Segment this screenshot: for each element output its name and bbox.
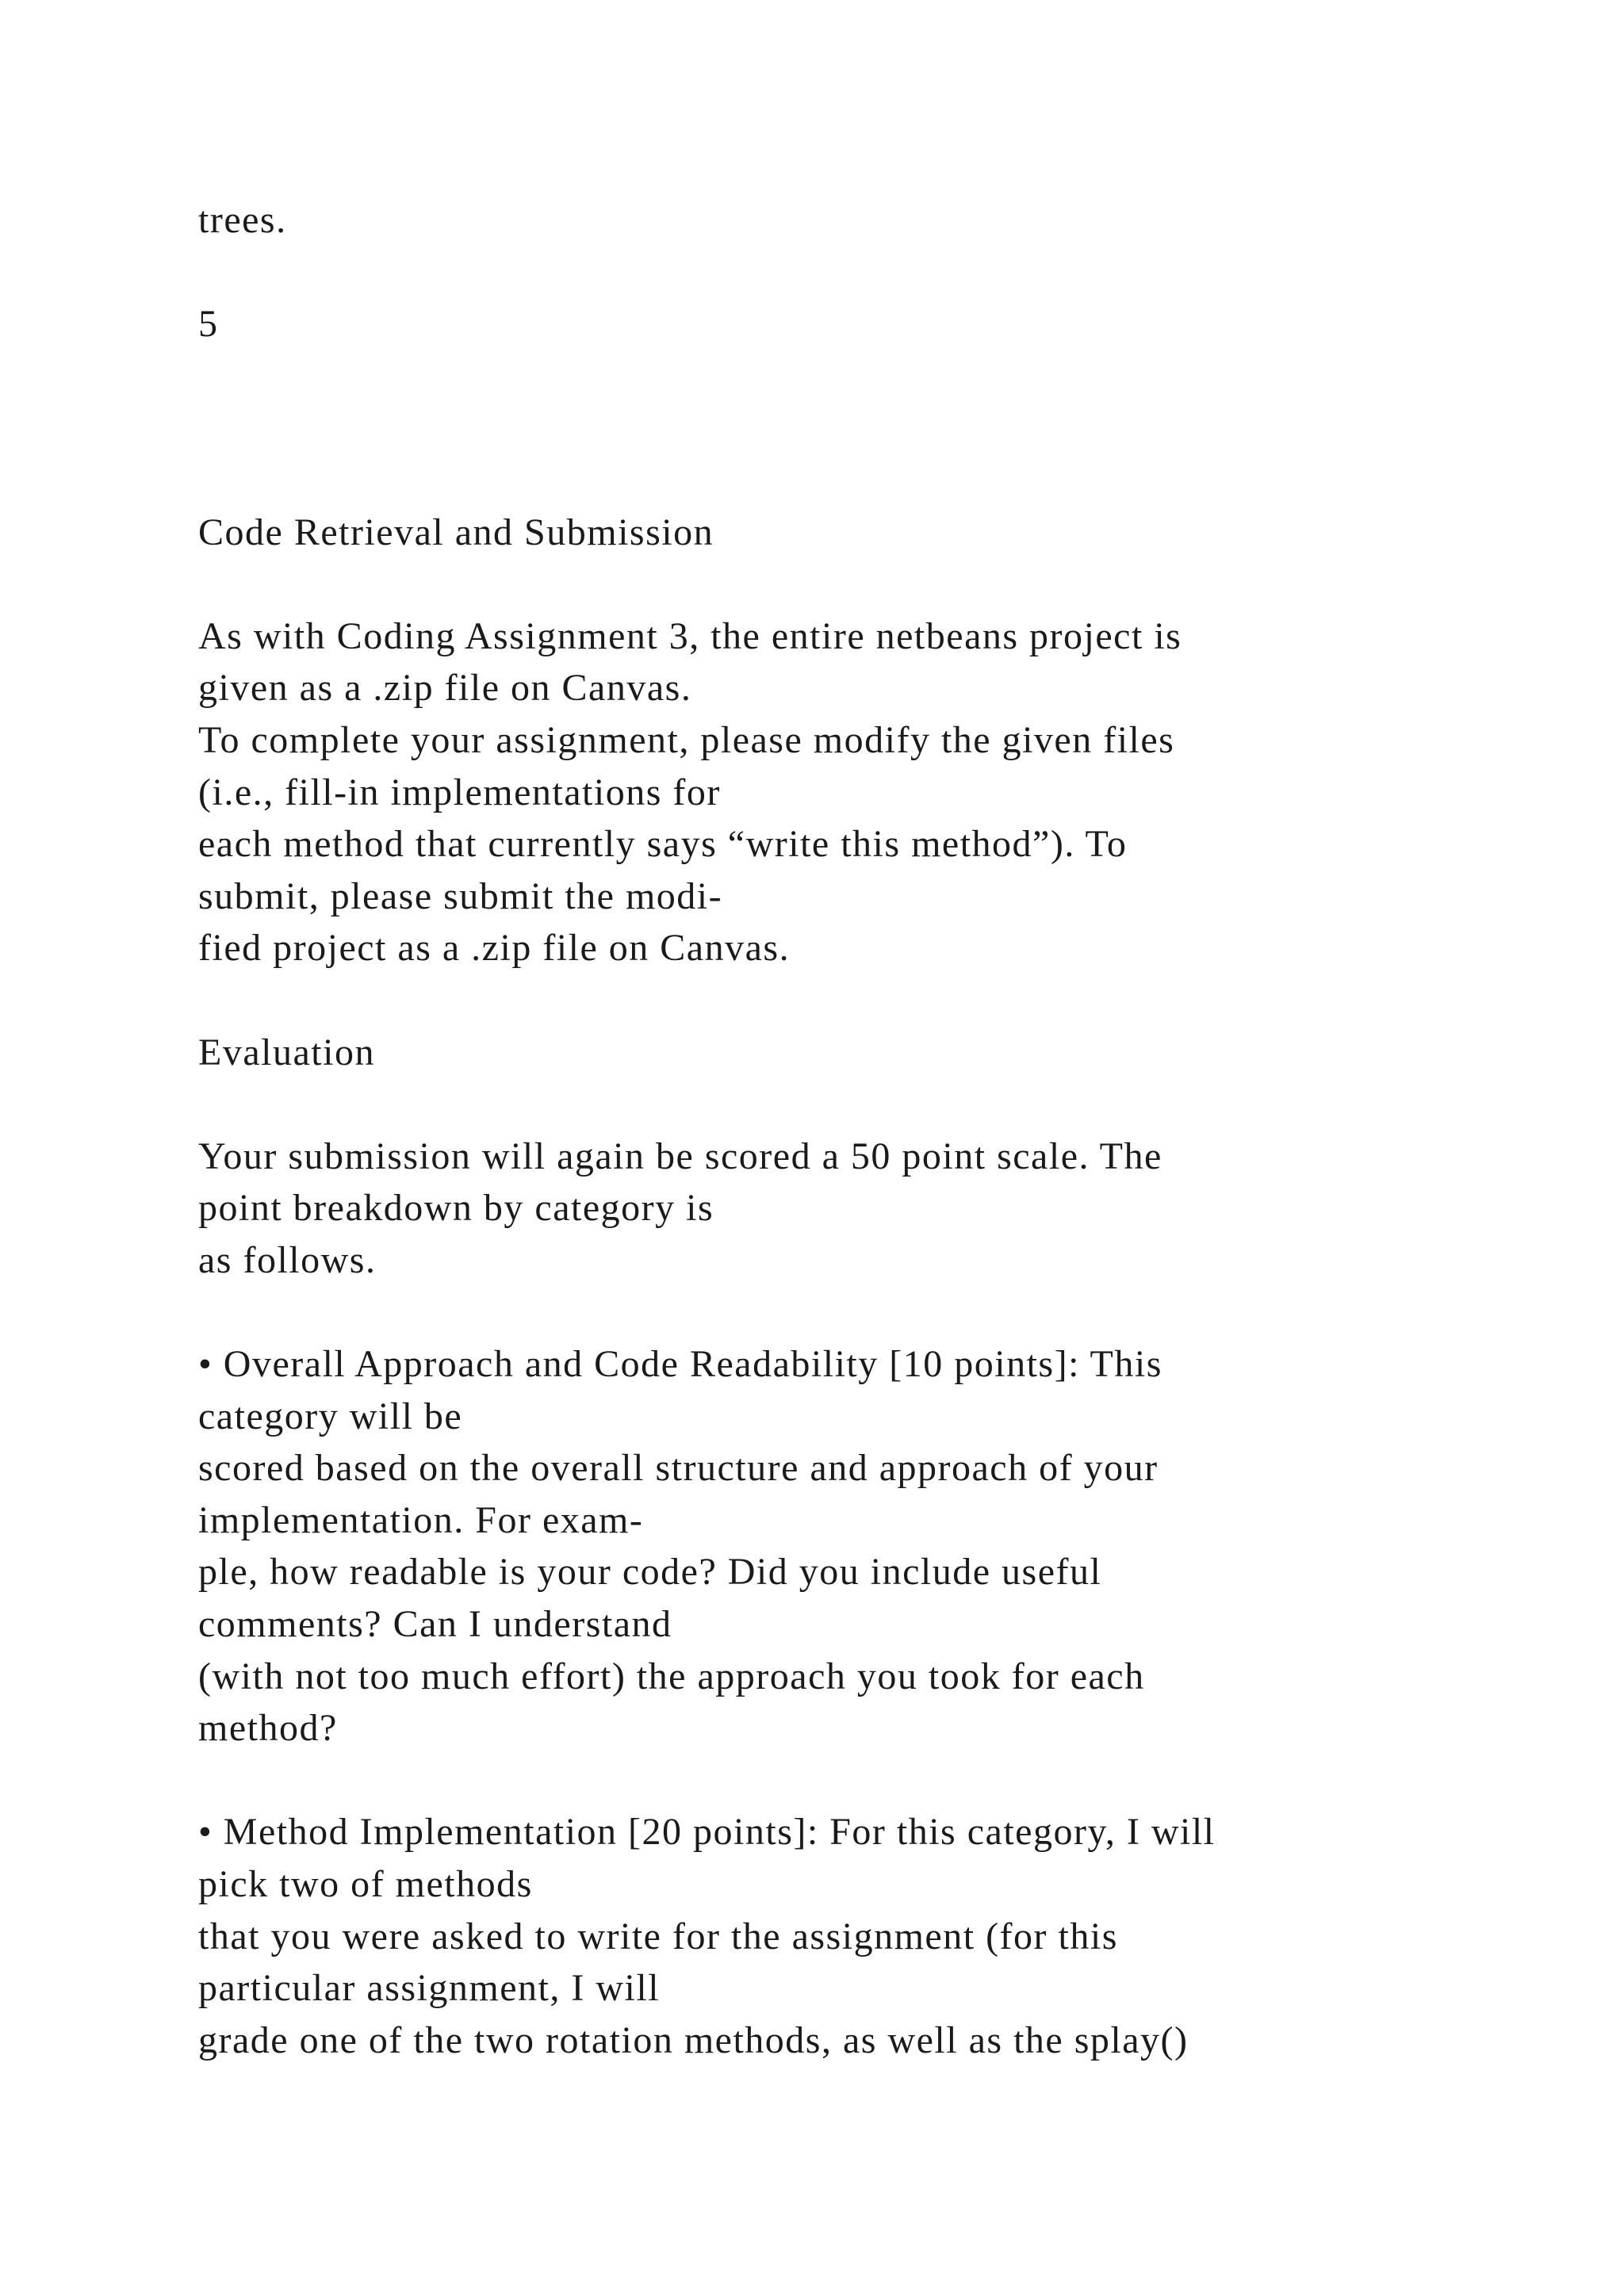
paragraph-line: point breakdown by category is — [198, 1187, 714, 1230]
page-number: 5 — [198, 303, 219, 346]
bullet-item-method-implementation — [198, 1806, 1562, 2066]
paragraph-line: submit, please submit the modi- — [198, 874, 723, 917]
bullet-item-approach — [198, 1338, 1562, 1755]
paragraph-line: (i.e., fill-in implementations for — [198, 771, 721, 813]
evaluation-intro — [198, 1131, 1562, 1287]
document-body — [198, 194, 1562, 2066]
paragraph-line: category will be — [198, 1395, 463, 1437]
paragraph-line: fied project as a .zip file on Canvas. — [198, 927, 791, 970]
paragraph-line: • Method Implementation [20 points]: For this category, I will — [198, 1811, 1216, 1854]
section-heading-evaluation: Evaluation — [198, 1031, 375, 1073]
paragraph-line: grade one of the two rotation methods, as well as the splay() — [198, 2019, 1189, 2061]
code-paragraph — [198, 610, 1562, 974]
paragraph-line: that you were asked to write for the assignment (for this — [198, 1915, 1118, 1957]
section-heading-code: Code Retrieval and Submission — [198, 511, 714, 553]
paragraph-line: scored based on the overall structure and approach of your — [198, 1447, 1159, 1490]
paragraph-line: (with not too much effort) the approach you took for each — [198, 1655, 1145, 1697]
paragraph-line: As with Coding Assignment 3, the entire netbeans project is — [198, 614, 1182, 657]
paragraph-line: implementation. For exam- — [198, 1498, 644, 1541]
paragraph-line: pick two of methods — [198, 1863, 533, 1905]
paragraph-line: Your submission will again be scored a 50 point scale. The — [198, 1135, 1162, 1177]
paragraph-line: ple, how readable is your code? Did you include useful — [198, 1551, 1102, 1594]
paragraph-line: each method that currently says “write this method”). To — [198, 823, 1128, 866]
paragraph-line: method? — [198, 1707, 338, 1750]
paragraph-line: given as a .zip file on Canvas. — [198, 667, 692, 710]
paragraph-line: • Overall Approach and Code Readability [10 points]: This — [198, 1343, 1162, 1386]
paragraph-line: To complete your assignment, please modify the given files — [198, 718, 1175, 761]
paragraph-line: as follows. — [198, 1238, 377, 1281]
paragraph-line: particular assignment, I will — [198, 1967, 661, 2010]
paragraph-line: comments? Can I understand — [198, 1603, 672, 1646]
fragment-text: trees. — [198, 199, 287, 241]
